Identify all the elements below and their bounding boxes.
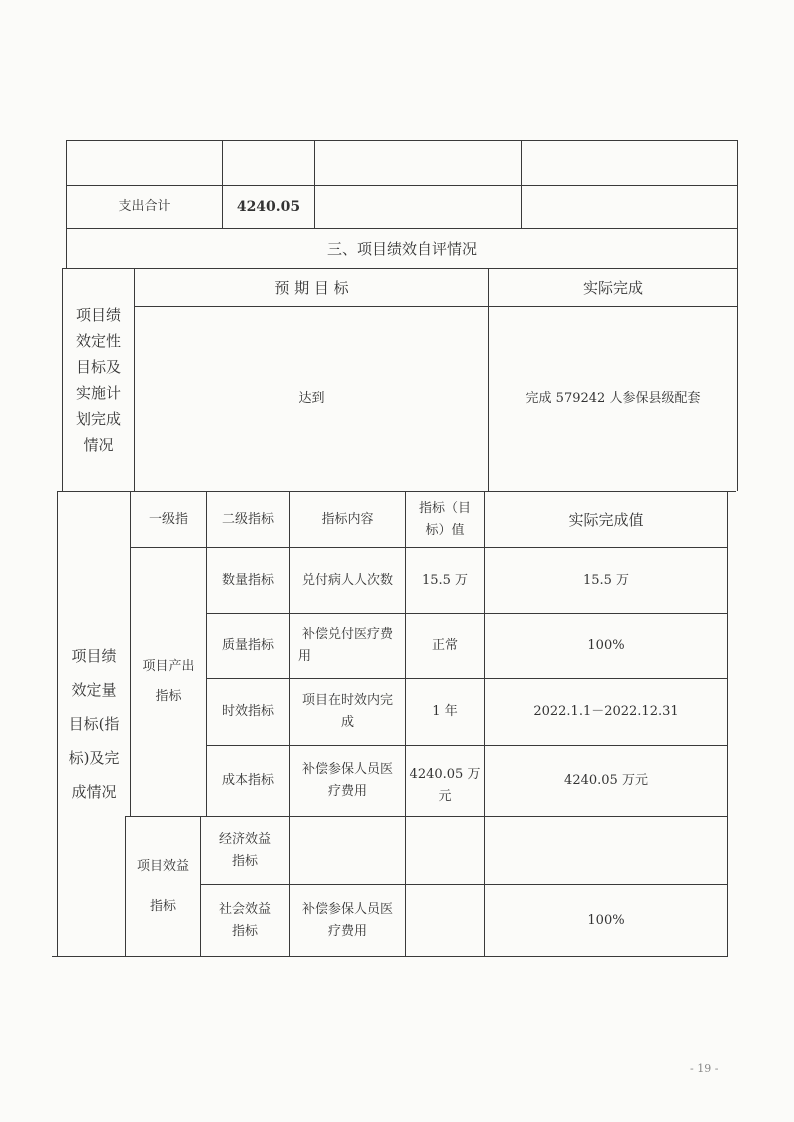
- header-target: [406, 492, 484, 547]
- label-line: 效定量: [71, 681, 117, 699]
- content-line: 补偿参保人员医: [301, 901, 393, 917]
- content-cell: [290, 614, 405, 678]
- label-line: 项目绩: [75, 306, 121, 324]
- header-target-line: 标）值: [425, 522, 465, 538]
- level1-line: 项目效益: [136, 858, 189, 874]
- expected-target-value: 达到: [298, 391, 325, 406]
- label-line: 标)及完: [68, 749, 120, 767]
- content-cell: [290, 817, 405, 884]
- level1-line: 指标: [155, 689, 182, 704]
- expense-total-label: 支出合计: [118, 199, 171, 214]
- actual-cell: 2022.1.1－2022.12.31: [533, 704, 679, 719]
- level2-line: 指标: [231, 923, 258, 939]
- level2-cell: 质量指标: [221, 638, 274, 653]
- actual-cell: 4240.05 万元: [564, 773, 648, 788]
- target-cell: 1 年: [432, 704, 458, 719]
- target-cell: [406, 746, 484, 826]
- header-level1: 一级指: [148, 511, 188, 527]
- content-cell: 兑付病人人次数: [301, 572, 393, 588]
- content-line: 疗费用: [327, 784, 367, 799]
- content-line: 疗费用: [327, 923, 367, 939]
- content-line: 补偿兑付医疗费: [301, 627, 393, 642]
- content-cell: [290, 679, 405, 745]
- content-line: 成: [340, 715, 354, 730]
- label-line: 目标(指: [68, 715, 120, 733]
- page-number: - 19 -: [690, 1062, 719, 1075]
- actual-cell: 15.5 万: [582, 572, 630, 588]
- label-line: 效定性: [75, 332, 121, 350]
- content-cell: [290, 885, 405, 956]
- level1-output-indicator: [131, 548, 206, 816]
- level2-cell: [201, 885, 289, 956]
- level2-line: 社会效益: [218, 901, 271, 917]
- label-line: 情况: [83, 436, 114, 454]
- target-cell: 15.5 万: [421, 572, 469, 588]
- content-line: 补偿参保人员医: [301, 762, 393, 777]
- target-cell: [406, 817, 484, 884]
- header-level2: 二级指标: [221, 511, 274, 527]
- actual-completion-value: 完成 579242 人参保县级配套: [525, 391, 701, 406]
- level1-line: 指标: [149, 898, 176, 914]
- level2-cell: 数量指标: [221, 572, 274, 588]
- actual-completion-header: 实际完成: [582, 278, 643, 297]
- level2-cell: [201, 817, 289, 884]
- label-line: 目标及: [75, 358, 121, 376]
- level1-line: 项目产出: [142, 659, 195, 674]
- label-line: 成情况: [71, 783, 117, 801]
- label-line: 项目绩: [71, 647, 117, 665]
- target-cell: [406, 885, 484, 956]
- content-line: 项目在时效内完: [301, 693, 393, 708]
- level2-cell: 成本指标: [221, 773, 274, 788]
- level2-line: 指标: [231, 853, 258, 869]
- expense-total-value: 4240.05: [236, 199, 301, 215]
- header-actual: 实际完成值: [568, 510, 644, 529]
- header-target-line: 指标（目: [418, 500, 471, 516]
- actual-cell: 100%: [587, 638, 625, 653]
- content-line: 用: [298, 649, 312, 664]
- expected-target-header: 预 期 目 标: [274, 278, 349, 297]
- level1-benefit-indicator: [126, 817, 200, 956]
- level2-cell: 时效指标: [221, 704, 274, 719]
- label-line: 实施计: [75, 384, 121, 402]
- actual-cell: [485, 817, 727, 884]
- section-title: 三、项目绩效自评情况: [326, 239, 477, 258]
- content-cell: [290, 746, 405, 816]
- qualitative-row-label: [63, 269, 134, 491]
- target-line: 元: [438, 789, 452, 804]
- target-cell: 正常: [431, 638, 458, 653]
- target-line: 4240.05 万: [409, 767, 481, 782]
- quantitative-row-label: [58, 492, 130, 956]
- actual-cell: 100%: [587, 912, 625, 928]
- label-line: 划完成: [75, 410, 121, 428]
- header-content: 指标内容: [321, 511, 374, 527]
- level2-line: 经济效益: [218, 831, 271, 847]
